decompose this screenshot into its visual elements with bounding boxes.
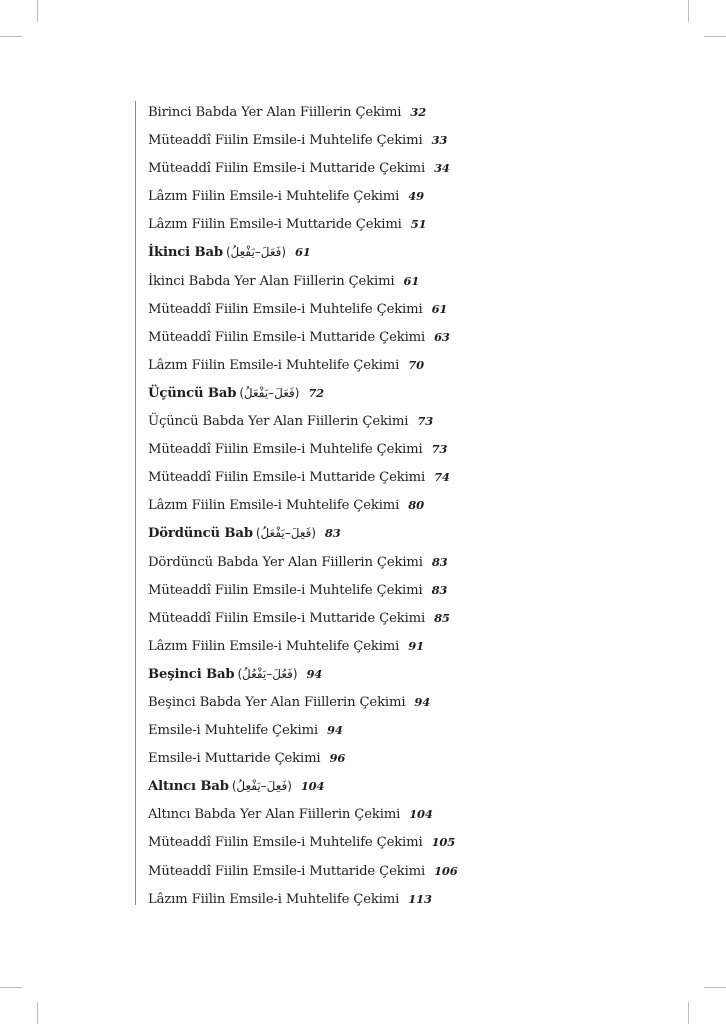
crop-mark bbox=[37, 1002, 38, 1024]
toc-entry-page-number: 34 bbox=[434, 161, 450, 176]
toc-entry[interactable] bbox=[148, 857, 688, 885]
crop-mark bbox=[37, 0, 38, 22]
toc-entry-page-number: 70 bbox=[408, 357, 424, 372]
toc-entry-title: Üçüncü Babda Yer Alan Fiillerin Çekimi bbox=[148, 414, 409, 430]
toc-entry-title: Müteaddî Fiilin Emsile-i Muttaride Çekimi bbox=[148, 863, 426, 879]
toc-entry-page-number: 105 bbox=[431, 835, 456, 850]
toc-entry-page-number: 94 bbox=[414, 694, 431, 709]
toc-entry-page-number: 94 bbox=[306, 666, 323, 681]
toc-entry-title: Müteaddî Fiilin Emsile-i Muttaride Çekimi bbox=[148, 329, 426, 345]
toc-entry-title: Üçüncü Bab bbox=[148, 385, 237, 401]
toc-entry[interactable] bbox=[148, 604, 688, 632]
toc-entry[interactable] bbox=[148, 182, 688, 210]
toc-entry-title: Lâzım Fiilin Emsile-i Muhtelife Çekimi bbox=[148, 891, 400, 907]
toc-entry[interactable] bbox=[148, 744, 688, 772]
toc-entry-title: Lâzım Fiilin Emsile-i Muhtelife Çekimi bbox=[148, 357, 400, 373]
toc-chapter-heading[interactable] bbox=[148, 379, 688, 407]
toc-entry-page-number: 51 bbox=[410, 217, 427, 232]
toc-entry-page-number: 49 bbox=[408, 189, 424, 204]
toc-entry-arabic-pattern: (فَعَلَ–يَفْعِلُ) bbox=[225, 245, 286, 260]
toc-entry-title: Müteaddî Fiilin Emsile-i Muttaride Çekimi bbox=[148, 161, 426, 177]
toc-entry[interactable] bbox=[148, 800, 688, 828]
toc-entry-title: Dördüncü Bab bbox=[148, 526, 253, 542]
toc-entry[interactable] bbox=[148, 548, 688, 576]
toc-entry-arabic-pattern: (فَعَلَ–يَفْعَلُ) bbox=[239, 385, 300, 400]
toc-entry[interactable] bbox=[148, 210, 688, 238]
toc-entry[interactable] bbox=[148, 98, 688, 126]
toc-entry-title: Müteaddî Fiilin Emsile-i Muhtelife Çekimi bbox=[148, 835, 423, 851]
toc-entry-page-number: 83 bbox=[431, 554, 448, 569]
toc-entry-title: Müteaddî Fiilin Emsile-i Muhtelife Çekimi bbox=[148, 133, 423, 149]
toc-entry[interactable] bbox=[148, 632, 688, 660]
toc-entry[interactable] bbox=[148, 828, 688, 856]
toc-entry-page-number: 106 bbox=[434, 863, 458, 878]
toc-entry[interactable] bbox=[148, 267, 688, 295]
toc-entry[interactable] bbox=[148, 295, 688, 323]
toc-entry-title: Müteaddî Fiilin Emsile-i Muhtelife Çekimi bbox=[148, 582, 423, 598]
toc-chapter-heading[interactable] bbox=[148, 238, 688, 266]
toc-entry-page-number: 104 bbox=[409, 807, 433, 822]
toc-entry-page-number: 94 bbox=[327, 723, 343, 738]
toc-entry-page-number: 72 bbox=[308, 385, 325, 400]
toc-entry-page-number: 32 bbox=[410, 105, 427, 119]
toc-entry-page-number: 61 bbox=[431, 301, 448, 316]
toc-entry-title: Müteaddî Fiilin Emsile-i Muhtelife Çekimi bbox=[148, 442, 423, 458]
toc-entry-title: İkinci Bab bbox=[148, 245, 223, 261]
toc-entry-page-number: 61 bbox=[403, 273, 420, 288]
toc-entry[interactable] bbox=[148, 716, 688, 744]
toc-entry-title: Emsile-i Muhtelife Çekimi bbox=[148, 723, 318, 739]
toc-entry-arabic-pattern: (فَعِلَ–يَفْعَلُ) bbox=[255, 526, 316, 541]
toc-entry[interactable] bbox=[148, 323, 688, 351]
crop-mark bbox=[704, 987, 726, 988]
toc-entry-page-number: 113 bbox=[408, 891, 432, 906]
toc-entry[interactable] bbox=[148, 688, 688, 716]
toc-entry[interactable] bbox=[148, 154, 688, 182]
toc-entry-title: Lâzım Fiilin Emsile-i Muhtelife Çekimi bbox=[148, 189, 400, 205]
toc-entry-title: Altıncı Bab bbox=[148, 779, 229, 795]
toc-entry-page-number: 83 bbox=[324, 526, 341, 541]
toc-entry[interactable] bbox=[148, 407, 688, 435]
toc-entry-title: İkinci Babda Yer Alan Fiillerin Çekimi bbox=[148, 273, 395, 289]
toc-entry-page-number: 61 bbox=[294, 245, 311, 260]
crop-mark bbox=[688, 1002, 689, 1024]
toc-entry-page-number: 91 bbox=[408, 638, 424, 653]
crop-mark bbox=[688, 0, 689, 22]
toc-entry-page-number: 73 bbox=[431, 442, 448, 457]
toc-entry-title: Müteaddî Fiilin Emsile-i Muttaride Çekimi bbox=[148, 470, 426, 486]
toc-entry[interactable] bbox=[148, 126, 688, 154]
toc-entry-page-number: 33 bbox=[431, 133, 448, 148]
toc-entry-page-number: 80 bbox=[408, 498, 424, 513]
toc-entry-title: Birinci Babda Yer Alan Fiillerin Çekimi bbox=[148, 105, 402, 120]
toc-entry[interactable] bbox=[148, 576, 688, 604]
toc-entry-arabic-pattern: (فَعِلَ–يَفْعِلُ) bbox=[231, 779, 292, 794]
toc-entry-page-number: 96 bbox=[329, 751, 346, 766]
toc-entry-title: Lâzım Fiilin Emsile-i Muhtelife Çekimi bbox=[148, 498, 400, 514]
toc-entry-title: Müteaddî Fiilin Emsile-i Muttaride Çekimi bbox=[148, 610, 426, 626]
toc-entry-title: Altıncı Babda Yer Alan Fiillerin Çekimi bbox=[148, 807, 401, 823]
crop-mark bbox=[0, 36, 22, 37]
toc-chapter-heading[interactable] bbox=[148, 772, 688, 800]
toc-chapter-heading[interactable] bbox=[148, 660, 688, 688]
toc-entry[interactable] bbox=[148, 885, 688, 913]
toc-entry[interactable] bbox=[148, 351, 688, 379]
toc-entry-page-number: 73 bbox=[417, 414, 434, 429]
toc-entry[interactable] bbox=[148, 491, 688, 519]
crop-mark bbox=[0, 987, 22, 988]
table-of-contents bbox=[148, 98, 688, 913]
toc-entry-page-number: 74 bbox=[434, 470, 450, 485]
toc-entry[interactable] bbox=[148, 435, 688, 463]
toc-entry-title: Beşinci Bab bbox=[148, 666, 235, 682]
crop-mark bbox=[704, 36, 726, 37]
toc-entry-page-number: 83 bbox=[431, 582, 448, 597]
toc-entry-title: Emsile-i Muttaride Çekimi bbox=[148, 751, 321, 767]
toc-entry-page-number: 85 bbox=[434, 610, 450, 625]
toc-entry-arabic-pattern: (فَعُلَ–يَفْعُلُ) bbox=[237, 666, 298, 681]
toc-entry-title: Lâzım Fiilin Emsile-i Muhtelife Çekimi bbox=[148, 638, 400, 654]
toc-entry-title: Beşinci Babda Yer Alan Fiillerin Çekimi bbox=[148, 694, 406, 710]
toc-entry-page-number: 63 bbox=[434, 329, 450, 344]
toc-entry-title: Müteaddî Fiilin Emsile-i Muhtelife Çekimi bbox=[148, 301, 423, 317]
toc-entry-title: Lâzım Fiilin Emsile-i Muttaride Çekimi bbox=[148, 217, 402, 233]
toc-chapter-heading[interactable] bbox=[148, 519, 688, 547]
toc-entry-page-number: 104 bbox=[300, 779, 325, 794]
toc-margin-rule bbox=[135, 101, 136, 905]
toc-entry[interactable] bbox=[148, 463, 688, 491]
toc-entry-title: Dördüncü Babda Yer Alan Fiillerin Çekimi bbox=[148, 554, 423, 570]
